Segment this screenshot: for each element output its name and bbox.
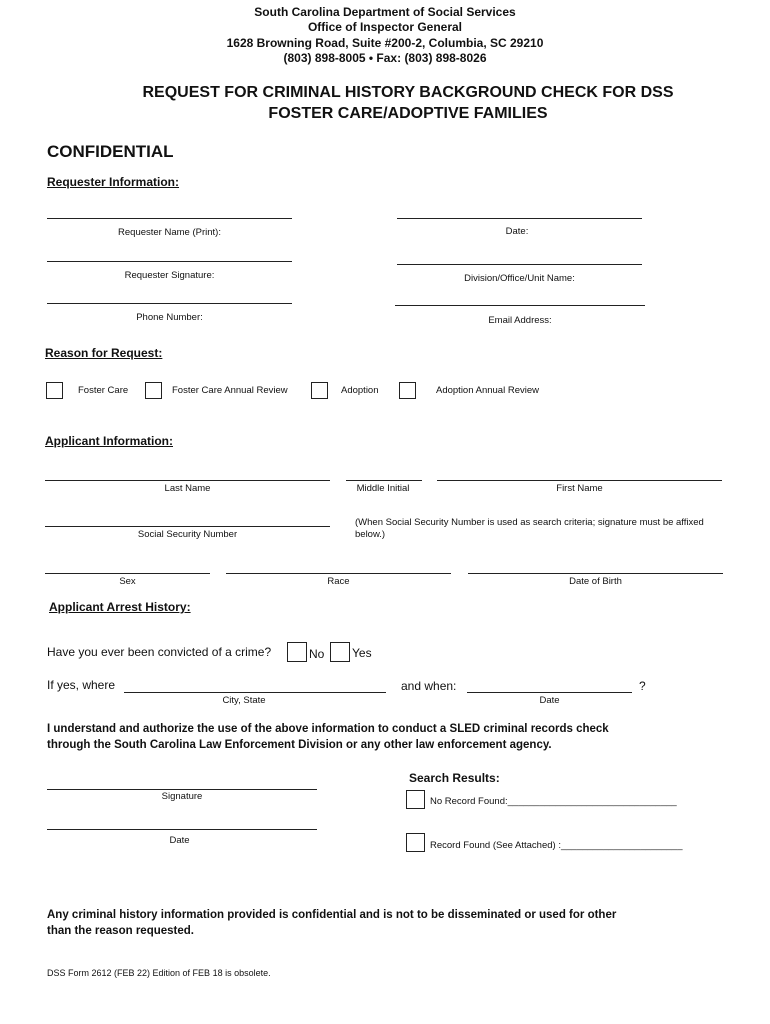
race-field[interactable]	[226, 573, 451, 574]
last-name-label: Last Name	[164, 483, 211, 494]
confidential-heading: CONFIDENTIAL	[47, 142, 174, 161]
email-field[interactable]	[395, 305, 645, 306]
adoption-label: Adoption	[341, 385, 379, 396]
ssn-field[interactable]	[45, 526, 330, 527]
form-title-line-1: REQUEST FOR CRIMINAL HISTORY BACKGROUND CHECK FOR DSS	[142, 84, 674, 101]
search-results-heading: Search Results:	[409, 771, 500, 785]
authorization-line-1: I understand and authorize the use of the above information to conduct a SLED criminal records check	[47, 723, 609, 735]
disclaimer-line-1: Any criminal history information provided is confidential and is not to be disseminated or used for other	[47, 909, 617, 921]
division-label: Division/Office/Unit Name:	[464, 273, 575, 284]
city-state-label: City, State	[222, 695, 266, 706]
when-label: and when:	[401, 679, 457, 693]
no-record-found-label: No Record Found:________________________________	[430, 796, 677, 807]
last-name-field[interactable]	[45, 480, 330, 481]
where-field[interactable]	[124, 692, 386, 693]
requester-signature-label: Requester Signature:	[124, 270, 215, 281]
request-date-field[interactable]	[397, 218, 642, 219]
office-phone-fax: (803) 898-8005 • Fax: (803) 898-8026	[283, 51, 487, 65]
ssn-label: Social Security Number	[137, 529, 238, 540]
phone-label: Phone Number:	[136, 312, 203, 323]
applicant-info-heading: Applicant Information:	[45, 434, 173, 448]
applicant-signature-label: Signature	[161, 791, 203, 802]
conviction-no-checkbox[interactable]	[287, 642, 307, 662]
request-date-label: Date:	[505, 226, 529, 237]
foster-care-annual-review-label: Foster Care Annual Review	[172, 385, 288, 396]
authorization-line-2: through the South Carolina Law Enforcement Division or any other law enforcement agency.	[47, 739, 552, 751]
adoption-annual-review-checkbox[interactable]	[399, 382, 416, 399]
record-found-checkbox[interactable]	[406, 833, 425, 852]
question-mark: ?	[639, 679, 646, 693]
conviction-question: Have you ever been convicted of a crime?	[47, 645, 272, 659]
where-label: If yes, where	[47, 678, 116, 692]
foster-care-checkbox[interactable]	[46, 382, 63, 399]
phone-field[interactable]	[47, 303, 292, 304]
when-field[interactable]	[467, 692, 632, 693]
sex-field[interactable]	[45, 573, 210, 574]
agency-name: South Carolina Department of Social Services	[254, 5, 516, 19]
requester-name-field[interactable]	[47, 218, 292, 219]
arrest-history-heading: Applicant Arrest History:	[49, 600, 191, 614]
disclaimer-line-2: than the reason requested.	[47, 925, 194, 937]
office-address: 1628 Browning Road, Suite #200-2, Columbia, SC 29210	[226, 36, 544, 50]
signature-date-field[interactable]	[47, 829, 317, 830]
reason-heading: Reason for Request:	[45, 346, 163, 360]
applicant-signature-field[interactable]	[47, 789, 317, 790]
form-title-line-2: FOSTER CARE/ADOPTIVE FAMILIES	[268, 105, 548, 122]
office-name: Office of Inspector General	[307, 20, 463, 34]
when-date-label: Date	[539, 695, 560, 706]
dob-label: Date of Birth	[569, 576, 622, 587]
adoption-annual-review-label: Adoption Annual Review	[436, 385, 539, 396]
first-name-field[interactable]	[437, 480, 722, 481]
foster-care-label: Foster Care	[78, 385, 129, 396]
requester-signature-field[interactable]	[47, 261, 292, 262]
adoption-checkbox[interactable]	[311, 382, 328, 399]
requester-info-heading: Requester Information:	[47, 175, 180, 189]
record-found-label: Record Found (See Attached) :_______________________	[430, 840, 683, 851]
signature-date-label: Date	[169, 835, 190, 846]
middle-initial-field[interactable]	[346, 480, 422, 481]
sex-label: Sex	[119, 576, 136, 587]
middle-initial-label: Middle Initial	[356, 483, 410, 494]
conviction-no-label: No	[309, 647, 325, 661]
conviction-yes-checkbox[interactable]	[330, 642, 350, 662]
first-name-label: First Name	[556, 483, 603, 494]
dob-field[interactable]	[468, 573, 723, 574]
form-footer: DSS Form 2612 (FEB 22) Edition of FEB 18 is obsolete.	[47, 968, 271, 978]
ssn-note: (When Social Security Number is used as search criteria; signature must be affixed below.)	[355, 517, 704, 540]
no-record-found-checkbox[interactable]	[406, 790, 425, 809]
conviction-yes-label: Yes	[352, 646, 372, 660]
foster-care-annual-review-checkbox[interactable]	[145, 382, 162, 399]
email-label: Email Address:	[488, 315, 552, 326]
race-label: Race	[327, 576, 350, 587]
division-field[interactable]	[397, 264, 642, 265]
requester-name-label: Requester Name (Print):	[118, 227, 221, 238]
